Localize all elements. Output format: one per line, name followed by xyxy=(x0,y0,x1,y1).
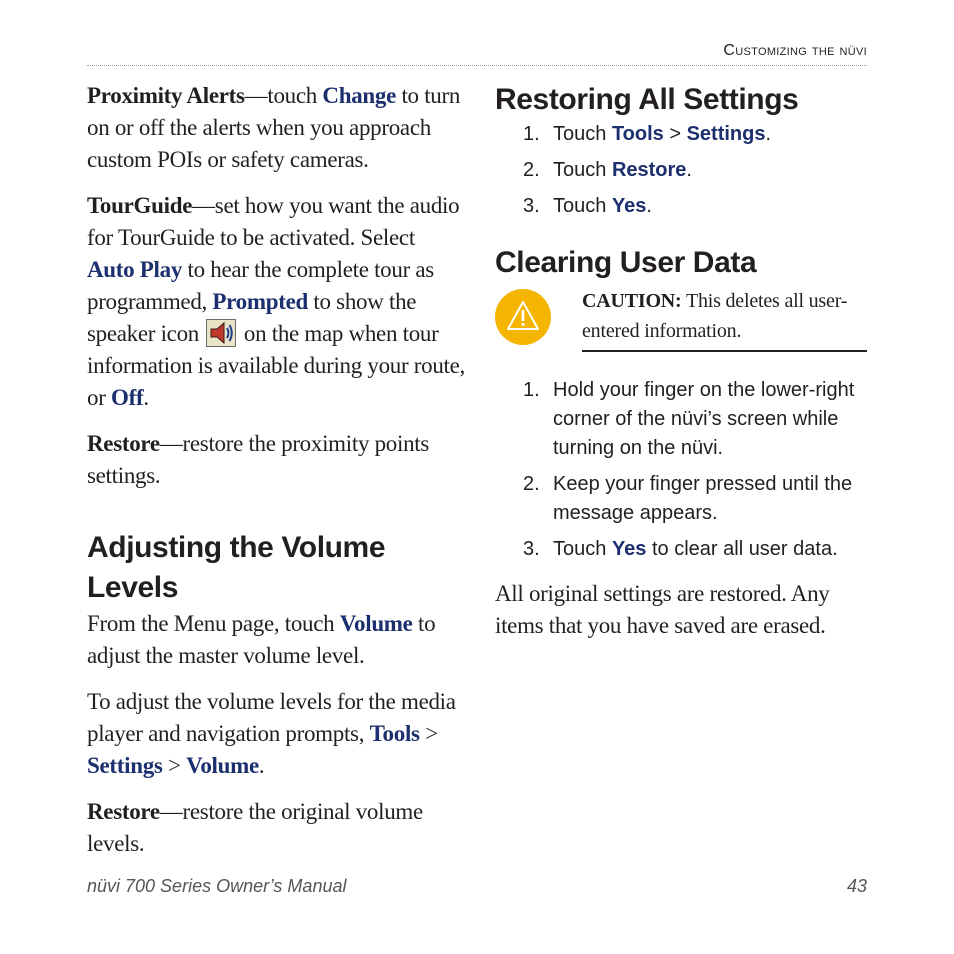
clearing-steps-list xyxy=(495,376,875,564)
page-number: 43 xyxy=(846,876,867,896)
volume-option: Volume xyxy=(339,611,413,636)
proximity-alerts-term: Proximity Alerts xyxy=(87,83,245,108)
clearing-user-data-heading: Clearing User Data xyxy=(495,246,757,279)
tools-option: Tools xyxy=(369,721,420,746)
list-item: 2. Keep your finger pressed until the message appears. xyxy=(523,473,853,524)
manual-title-footer: nüvi 700 Series Owner’s Manual xyxy=(87,876,347,896)
left-column xyxy=(87,80,467,874)
prompted-option: Prompted xyxy=(212,289,308,314)
restore-volume-paragraph: Restore—restore the original volume levels. xyxy=(87,799,423,856)
caution-box xyxy=(495,286,875,356)
list-item: 3. Touch Yes to clear all user data. xyxy=(523,538,838,560)
page-header xyxy=(87,40,867,66)
right-column xyxy=(495,80,875,656)
restore-proximity-paragraph: Restore—restore the proximity points settings. xyxy=(87,431,430,488)
closing-paragraph: All original settings are restored. Any items that you have saved are erased. xyxy=(495,581,830,638)
restore-term: Restore xyxy=(87,431,160,456)
change-button-label: Change xyxy=(322,83,397,108)
speaker-icon xyxy=(206,319,236,347)
adjusting-volume-heading: Adjusting the Volume Levels xyxy=(87,531,386,604)
restoring-steps-list xyxy=(495,120,875,221)
settings-option: Settings xyxy=(87,753,163,778)
tourguide-paragraph: TourGuide—set how you want the audio for TourGuide to be activated. Select Auto Play to hear the complete tour as programmed, Prompted to show the speaker icon on the map when tour information is available during your route, or Off. xyxy=(87,193,465,410)
warning-triangle-icon xyxy=(495,289,551,345)
restoring-settings-heading: Restoring All Settings xyxy=(495,83,799,116)
chapter-title: Customizing the nüvi xyxy=(723,42,867,59)
tourguide-term: TourGuide xyxy=(87,193,193,218)
list-item: 2. Touch Restore. xyxy=(523,159,692,181)
auto-play-option: Auto Play xyxy=(87,257,183,282)
list-item: 3. Touch Yes. xyxy=(523,195,652,217)
caution-label: CAUTION: xyxy=(582,290,682,312)
off-option: Off xyxy=(111,385,144,410)
volume-paragraph-2: To adjust the volume levels for the media player and navigation prompts, Tools > Settings > Volume. xyxy=(87,689,456,778)
volume-paragraph-1: From the Menu page, touch Volume to adjust the master volume level. xyxy=(87,611,436,668)
caution-text: CAUTION: This deletes all user-entered information. xyxy=(582,286,867,352)
restore-term-2: Restore xyxy=(87,799,160,824)
volume-option-2: Volume xyxy=(186,753,259,778)
proximity-alerts-paragraph: Proximity Alerts—touch Change to turn on or off the alerts when you approach custom POIs or safety cameras. xyxy=(87,83,461,172)
list-item: 1. Touch Tools > Settings. xyxy=(523,123,772,145)
list-item: 1. Hold your finger on the lower-right corner of the nüvi’s screen while turning on the nüvi. xyxy=(523,379,855,459)
